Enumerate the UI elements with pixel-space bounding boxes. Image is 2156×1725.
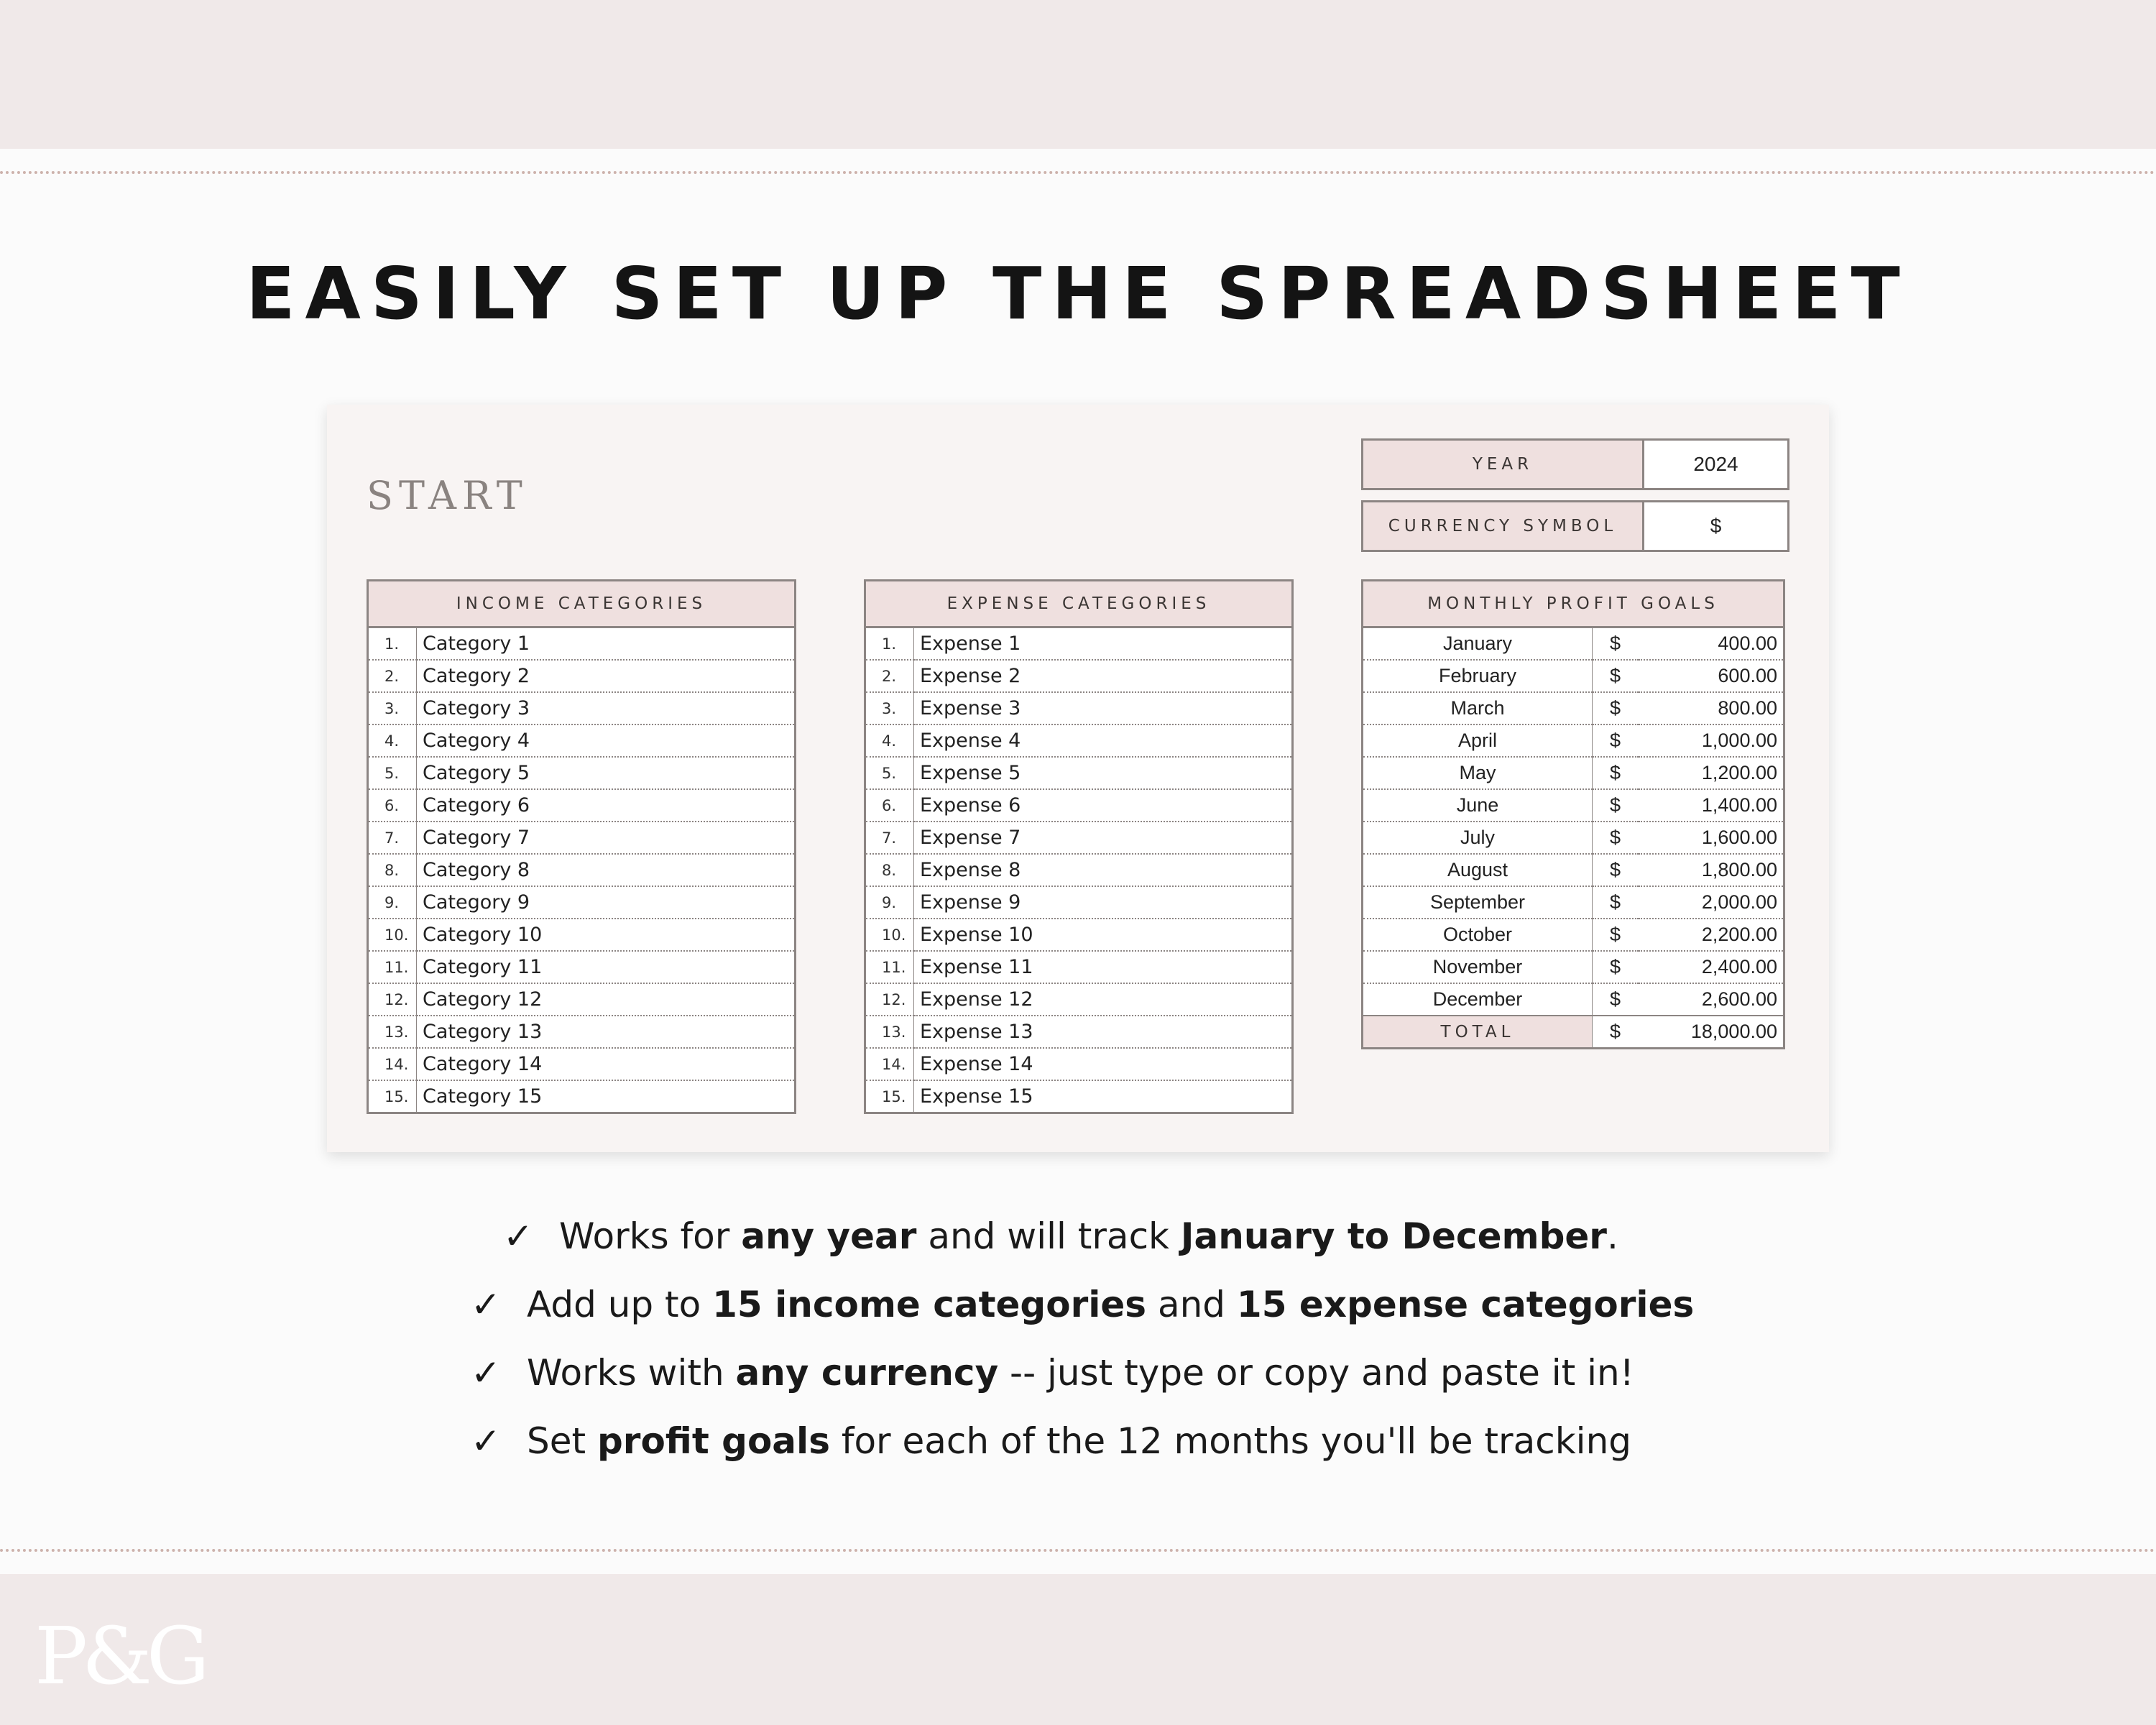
income-category-row-number: 2.	[368, 660, 417, 692]
income-category-name-cell[interactable]: Category 2	[417, 660, 796, 692]
feature-text: Set	[527, 1420, 597, 1462]
income-category-name-cell[interactable]: Category 8	[417, 854, 796, 886]
profit-goal-amount[interactable]: 2,400.00	[1639, 951, 1784, 983]
income-category-row	[368, 854, 796, 886]
expense-category-name-cell[interactable]: Expense 15	[920, 1085, 1033, 1108]
expense-category-row-number: 5.	[865, 757, 914, 789]
expense-category-name-cell[interactable]: Expense 3	[914, 692, 1293, 724]
feature-text: and will track	[916, 1215, 1181, 1257]
expense-category-name-cell[interactable]: Expense 6	[914, 789, 1293, 822]
month-label: June	[1363, 789, 1593, 822]
profit-goal-row	[1363, 854, 1784, 886]
month-label: August	[1363, 854, 1593, 886]
month-label: January	[1363, 627, 1593, 661]
feature-highlight: profit goals	[597, 1420, 830, 1462]
profit-goal-amount[interactable]: 1,200.00	[1639, 757, 1784, 789]
spreadsheet-preview	[327, 405, 1829, 1152]
total-amount: 18,000.00	[1639, 1016, 1784, 1049]
expense-category-row	[865, 757, 1293, 789]
income-category-name-cell[interactable]: Category 10	[417, 919, 796, 951]
profit-goal-amount[interactable]: 400.00	[1639, 627, 1784, 661]
month-label: March	[1363, 692, 1593, 724]
expense-category-row	[865, 627, 1293, 661]
feature-text: Add up to	[527, 1284, 713, 1325]
currency-symbol: $	[1593, 886, 1639, 919]
top-band	[0, 0, 2156, 149]
profit-goal-row	[1363, 627, 1784, 661]
profit-goal-row	[1363, 919, 1784, 951]
currency-symbol: $	[1593, 1016, 1639, 1049]
profit-goal-row	[1363, 692, 1784, 724]
profit-goal-row	[1363, 886, 1784, 919]
expense-category-row-number: 9.	[865, 886, 914, 919]
income-category-row	[368, 983, 796, 1016]
expense-category-row	[865, 692, 1293, 724]
income-category-row	[368, 692, 796, 724]
month-label: September	[1363, 886, 1593, 919]
expense-category-row-number: 7.	[865, 822, 914, 854]
expense-category-row	[865, 1016, 1293, 1048]
income-category-name-cell[interactable]: Category 6	[417, 789, 796, 822]
expense-category-row	[865, 951, 1293, 983]
profit-goal-amount[interactable]: 1,800.00	[1639, 854, 1784, 886]
feature-text: and	[1146, 1284, 1237, 1325]
month-label: May	[1363, 757, 1593, 789]
page-headline: EASILY SET UP THE SPREADSHEET	[246, 252, 1910, 336]
income-category-name-cell[interactable]: Category 3	[417, 692, 796, 724]
feature-highlight: January to December	[1180, 1215, 1607, 1257]
income-category-row	[368, 1016, 796, 1048]
profit-goals-header: MONTHLY PROFIT GOALS	[1363, 581, 1784, 627]
brand-logo: P&G	[34, 1610, 204, 1702]
income-category-name-cell[interactable]: Category 1	[417, 627, 796, 661]
expense-category-name-cell[interactable]: Expense 10	[914, 919, 1293, 951]
feature-highlight: 15 income categories	[712, 1284, 1147, 1325]
month-label: April	[1363, 724, 1593, 757]
month-label: February	[1363, 660, 1593, 692]
monthly-profit-goals-table	[1361, 579, 1785, 1049]
income-category-row-number: 6.	[368, 789, 417, 822]
income-category-name-cell[interactable]: Category 5	[417, 757, 796, 789]
expense-category-row-number: 8.	[865, 854, 914, 886]
feature-item	[471, 1416, 1631, 1466]
expense-category-row	[865, 789, 1293, 822]
currency-symbol: $	[1593, 692, 1639, 724]
profit-goal-amount[interactable]: 600.00	[1639, 660, 1784, 692]
income-category-name-cell[interactable]: Category 12	[417, 983, 796, 1016]
profit-goal-amount[interactable]: 1,600.00	[1639, 822, 1784, 854]
profit-goal-row	[1363, 983, 1784, 1016]
income-category-name-cell[interactable]: Category 4	[417, 724, 796, 757]
income-category-row-number: 5.	[368, 757, 417, 789]
profit-goal-total-row	[1363, 1016, 1784, 1049]
expense-category-row	[865, 983, 1293, 1016]
income-category-row-number: 8.	[368, 854, 417, 886]
expense-categories-table	[864, 579, 1294, 1114]
expense-category-name-cell[interactable]: Expense 9	[914, 886, 1293, 919]
month-label: November	[1363, 951, 1593, 983]
currency-symbol: $	[1593, 660, 1639, 692]
profit-goal-amount[interactable]: 800.00	[1639, 692, 1784, 724]
currency-symbol: $	[1593, 854, 1639, 886]
income-category-name-cell[interactable]: Category 9	[417, 886, 796, 919]
income-category-row-number: 11.	[368, 951, 417, 983]
bottom-band	[0, 1574, 2156, 1725]
currency-symbol: $	[1593, 822, 1639, 854]
expense-category-name-cell[interactable]: Expense 11	[914, 951, 1293, 983]
currency-symbol: $	[1593, 627, 1639, 661]
expense-category-name-cell[interactable]: Expense 14	[914, 1048, 1293, 1080]
income-category-row-number: 3.	[368, 692, 417, 724]
expense-category-name-cell[interactable]: Expense 4	[914, 724, 1293, 757]
expense-category-row-number: 6.	[865, 789, 914, 822]
profit-goal-amount[interactable]: 2,000.00	[1639, 886, 1784, 919]
expense-category-row-number: 11.	[865, 951, 914, 983]
sheet-title: START	[367, 473, 528, 518]
income-category-name-cell[interactable]: Category 11	[417, 951, 796, 983]
income-category-name-cell[interactable]: Category 15	[423, 1085, 543, 1108]
currency-symbol: $	[1593, 951, 1639, 983]
expense-category-row-number: 15.	[865, 1080, 914, 1113]
month-label: October	[1363, 919, 1593, 951]
expense-category-name-cell[interactable]: Expense 8	[914, 854, 1293, 886]
month-label: December	[1363, 983, 1593, 1016]
income-category-row-number: 10.	[368, 919, 417, 951]
checkmark-icon: ✓	[471, 1352, 501, 1394]
feature-text: Works with	[527, 1352, 736, 1394]
income-category-row	[368, 757, 796, 789]
checkmark-icon: ✓	[471, 1420, 501, 1462]
income-category-row-number: 13.	[368, 1016, 417, 1048]
checkmark-icon: ✓	[503, 1215, 533, 1257]
profit-goal-amount[interactable]: 1,400.00	[1639, 789, 1784, 822]
profit-goal-row	[1363, 951, 1784, 983]
income-categories-table	[367, 579, 796, 1114]
profit-goal-row	[1363, 757, 1784, 789]
income-category-row	[368, 627, 796, 661]
expense-category-name-cell[interactable]: Expense 7	[914, 822, 1293, 854]
expense-category-row-number: 1.	[865, 627, 914, 661]
currency-setting	[1361, 500, 1789, 552]
feature-item	[471, 1348, 1634, 1398]
income-category-row	[368, 919, 796, 951]
income-category-name-cell[interactable]: Category 14	[417, 1048, 796, 1080]
currency-symbol: $	[1593, 983, 1639, 1016]
expense-category-row-number: 12.	[865, 983, 914, 1016]
income-category-row-number: 1.	[368, 627, 417, 661]
expense-category-name-cell[interactable]: Expense 1	[914, 627, 1293, 661]
income-category-row	[368, 1048, 796, 1080]
expense-category-name-cell[interactable]: Expense 13	[914, 1016, 1293, 1048]
currency-input[interactable]: $	[1710, 515, 1722, 537]
profit-goal-row	[1363, 822, 1784, 854]
expense-categories-header: EXPENSE CATEGORIES	[865, 581, 1293, 627]
expense-category-name-cell[interactable]: Expense 2	[914, 660, 1293, 692]
year-label: YEAR	[1363, 441, 1644, 488]
feature-text: for each of the 12 months you'll be tracking	[829, 1420, 1631, 1462]
profit-goal-row	[1363, 660, 1784, 692]
income-category-row-number: 14.	[368, 1048, 417, 1080]
income-category-name-cell[interactable]: Category 7	[417, 822, 796, 854]
income-category-row	[368, 1080, 796, 1113]
month-label: July	[1363, 822, 1593, 854]
currency-symbol: $	[1593, 757, 1639, 789]
expense-category-row-number: 10.	[865, 919, 914, 951]
currency-symbol: $	[1593, 789, 1639, 822]
expense-category-row	[865, 1048, 1293, 1080]
expense-category-row	[865, 822, 1293, 854]
income-category-row	[368, 886, 796, 919]
income-category-row	[368, 789, 796, 822]
expense-category-row-number: 13.	[865, 1016, 914, 1048]
expense-category-row	[865, 919, 1293, 951]
income-category-row-number: 15.	[368, 1080, 417, 1113]
expense-category-row	[865, 1080, 1293, 1113]
expense-category-row	[865, 660, 1293, 692]
expense-category-name-cell[interactable]: Expense 12	[914, 983, 1293, 1016]
feature-item	[503, 1211, 1618, 1261]
expense-category-name-cell[interactable]: Expense 5	[914, 757, 1293, 789]
income-category-name-cell[interactable]: Category 13	[417, 1016, 796, 1048]
expense-category-row	[865, 724, 1293, 757]
profit-goal-row	[1363, 789, 1784, 822]
year-input[interactable]: 2024	[1693, 453, 1738, 475]
expense-category-row-number: 3.	[865, 692, 914, 724]
expense-category-row	[865, 886, 1293, 919]
top-dotted-divider	[0, 171, 2156, 174]
feature-text: .	[1606, 1215, 1618, 1257]
expense-category-row-number: 14.	[865, 1048, 914, 1080]
profit-goal-row	[1363, 724, 1784, 757]
income-category-row	[368, 951, 796, 983]
expense-category-row-number: 4.	[865, 724, 914, 757]
bottom-dotted-divider	[0, 1549, 2156, 1552]
income-category-row-number: 4.	[368, 724, 417, 757]
income-category-row	[368, 660, 796, 692]
income-category-row-number: 7.	[368, 822, 417, 854]
checkmark-icon: ✓	[471, 1284, 501, 1325]
total-label: TOTAL	[1363, 1016, 1593, 1049]
profit-goal-amount[interactable]: 1,000.00	[1639, 724, 1784, 757]
feature-text: Works for	[559, 1215, 742, 1257]
income-category-row-number: 9.	[368, 886, 417, 919]
feature-highlight: any currency	[735, 1352, 999, 1394]
income-category-row	[368, 822, 796, 854]
income-category-row-number: 12.	[368, 983, 417, 1016]
feature-highlight: 15 expense categories	[1236, 1284, 1695, 1325]
income-categories-header: INCOME CATEGORIES	[368, 581, 796, 627]
income-category-row	[368, 724, 796, 757]
feature-highlight: any year	[741, 1215, 917, 1257]
currency-symbol: $	[1593, 919, 1639, 951]
feature-text: -- just type or copy and paste it in!	[998, 1352, 1634, 1394]
year-setting	[1361, 438, 1789, 490]
expense-category-row-number: 2.	[865, 660, 914, 692]
currency-symbol: $	[1593, 724, 1639, 757]
expense-category-row	[865, 854, 1293, 886]
currency-label: CURRENCY SYMBOL	[1363, 502, 1644, 550]
profit-goal-amount[interactable]: 2,200.00	[1639, 919, 1784, 951]
feature-item	[471, 1279, 1694, 1330]
profit-goal-amount[interactable]: 2,600.00	[1639, 983, 1784, 1016]
